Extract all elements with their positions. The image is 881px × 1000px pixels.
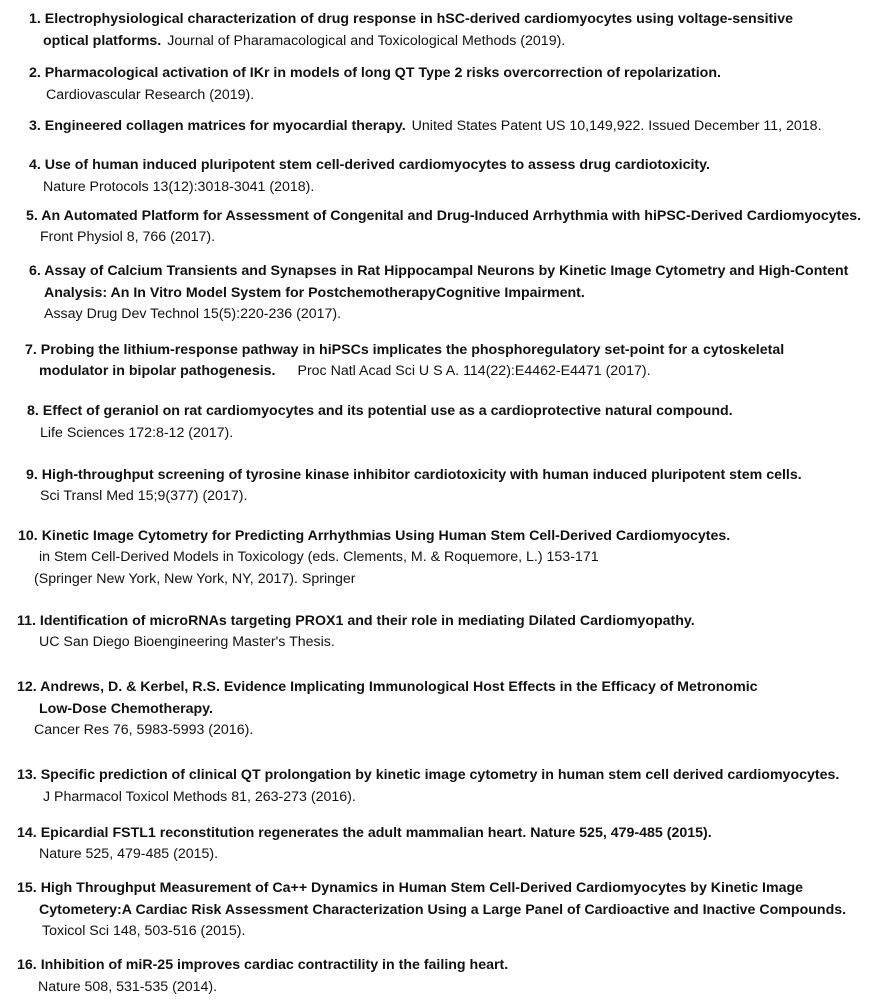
publication-14-source: Nature 525, 479-485 (2015). [39,846,219,862]
publication-16-title-line-1 [17,957,508,974]
publication-6-number: 6. [29,263,41,279]
publication-3-source: United States Patent US 10,149,922. Issued December 11, 2018. [411,118,822,134]
publication-8-title: Effect of geraniol on rat cardiomyocytes and its potential use as a cardioprotective natural compound. [42,403,733,419]
publication-6-title-cont: Analysis: An In Vitro Model System for PostchemotherapyCognitive Impairment. [44,285,585,301]
publication-2-title-line-1 [29,65,721,82]
publication-1-source: Journal of Pharamacological and Toxicological Methods (2019). [167,33,566,49]
publication-2-number: 2. [29,65,41,81]
publication-11-source: UC San Diego Bioengineering Master's Thesis. [39,634,335,650]
publication-9-title: High-throughput screening of tyrosine kinase inhibitor cardiotoxicity with human induced pluripotent stem cells. [41,467,802,483]
publication-15-number: 15. [17,880,37,896]
publication-10-title: Kinetic Image Cytometry for Predicting Arrhythmias Using Human Stem Cell-Derived Cardiomyocytes. [41,528,731,544]
publication-7-title-cont: modulator in bipolar pathogenesis. [39,363,276,379]
publication-13-title: Specific prediction of clinical QT prolongation by kinetic image cytometry in human stem cell derived cardiomyocytes. [40,767,840,783]
publication-8-source: Life Sciences 172:8-12 (2017). [40,425,234,441]
publication-9-number: 9. [26,467,38,483]
publication-10-title-line-1 [18,528,730,545]
publication-10-source-line-2: (Springer New York, New York, NY, 2017). Springer [34,571,356,587]
publication-1-title-cont: optical platforms. [43,33,162,49]
publication-2-source: Cardiovascular Research (2019). [46,87,255,103]
publication-7-number: 7. [25,342,37,358]
publication-3-title: Engineered collagen matrices for myocardial therapy. [44,118,406,134]
publication-14-title: Epicardial FSTL1 reconstitution regenerates the adult mammalian heart. Nature 525, 479-485 (2015). [40,825,712,841]
publication-8-number: 8. [27,403,39,419]
publication-12-title-line-1 [17,679,758,696]
publication-4-title-line-1 [29,157,710,174]
publication-2-title: Pharmacological activation of IKr in models of long QT Type 2 risks overcorrection of repolarization. [44,65,721,81]
publication-10-source-line-1: in Stem Cell-Derived Models in Toxicology (eds. Clements, M. & Roquemore, L.) 153-171 [39,549,599,565]
publication-10-number: 10. [18,528,38,544]
publication-12-title: Andrews, D. & Kerbel, R.S. Evidence Implicating Immunological Host Effects in the Efficacy of Metronomic [40,679,758,695]
publication-6-title-line-1 [29,263,848,280]
publication-1-title-line-1 [29,11,881,28]
publication-8-title-line-1 [27,403,733,420]
publication-5-title-line-1 [26,208,881,225]
publication-15-source: Toxicol Sci 148, 503-516 (2015). [42,923,246,939]
publication-7-title-line-2-row [39,363,651,380]
publication-13-title-line-1 [17,767,839,784]
publication-5-source: Front Physiol 8, 766 (2017). [40,229,216,245]
publication-15-title-line-1 [17,880,803,897]
publication-1-number: 1. [29,11,41,27]
publication-16-number: 16. [17,957,37,973]
publication-13-source: J Pharmacol Toxicol Methods 81, 263-273 (2016). [43,789,356,805]
publication-1-title: Electrophysiological characterization of drug response in hSC-derived cardiomyocytes using voltage-sensitive [44,11,793,27]
publication-11-title: Identification of microRNAs targeting PROX1 and their role in mediating Dilated Cardiomyopathy. [39,613,695,629]
publication-14-title-line-1 [17,825,712,842]
publication-16-title: Inhibition of miR-25 improves cardiac contractility in the failing heart. [40,957,509,973]
publication-13-number: 13. [17,767,37,783]
publication-12-title-cont: Low-Dose Chemotherapy. [39,701,213,717]
publication-5-title: An Automated Platform for Assessment of Congenital and Drug-Induced Arrhythmia with hiPSC-Derived Cardiomyocytes. [41,208,862,224]
publication-7-title: Probing the lithium-response pathway in hiPSCs implicates the phosphoregulatory set-point for a cytoskeletal [40,342,785,358]
publication-14-number: 14. [17,825,37,841]
publication-7-source: Proc Natl Acad Sci U S A. 114(22):E4462-E4471 (2017). [297,363,651,379]
publication-11-number: 11. [17,613,36,629]
publication-5-number: 5. [26,208,38,224]
publication-1-title-line-2-row [43,33,565,50]
publication-4-source: Nature Protocols 13(12):3018-3041 (2018). [43,179,315,195]
publication-9-title-line-1 [26,467,802,484]
publication-6-source: Assay Drug Dev Technol 15(5):220-236 (2017). [44,306,342,322]
publication-9-source: Sci Transl Med 15;9(377) (2017). [40,488,248,504]
publication-12-source: Cancer Res 76, 5983-5993 (2016). [34,722,254,738]
publication-12-number: 12. [17,679,37,695]
publication-7-title-line-1 [25,342,784,359]
publication-6-title: Assay of Calcium Transients and Synapses in Rat Hippocampal Neurons by Kinetic Image Cytometry and High-Content [44,263,849,279]
publication-15-title-cont: Cytometery:A Cardiac Risk Assessment Characterization Using a Large Panel of Cardioactive and Inactive Compounds. [39,902,847,918]
publication-11-title-line-1 [17,613,695,630]
publication-16-source: Nature 508, 531-535 (2014). [38,979,218,995]
publication-15-title: High Throughput Measurement of Ca++ Dynamics in Human Stem Cell-Derived Cardiomyocytes by Kinetic Image [40,880,804,896]
publication-3-row [29,118,822,135]
publication-4-number: 4. [29,157,41,173]
publication-3-number: 3. [29,118,41,134]
publication-4-title: Use of human induced pluripotent stem cell-derived cardiomyocytes to assess drug cardiotoxicity. [44,157,710,173]
